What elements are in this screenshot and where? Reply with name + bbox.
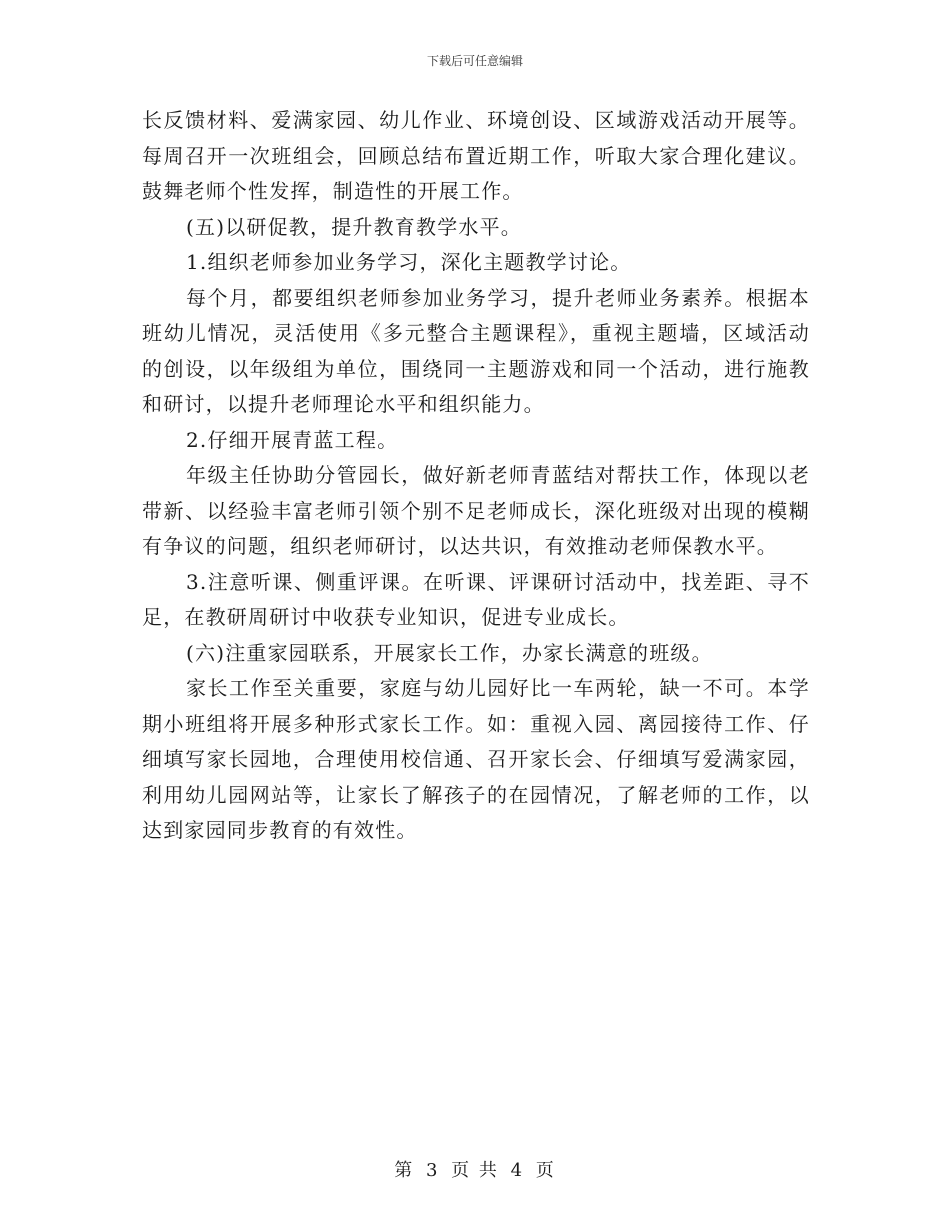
header-text: 下载后可任意编辑: [426, 54, 523, 68]
footer-prefix: 第: [394, 1160, 415, 1181]
footer-total-pages: 4: [510, 1160, 525, 1181]
paragraph-2: (五)以研促教，提升教育教学水平。: [186, 214, 523, 239]
footer-middle: 页 共: [451, 1160, 499, 1181]
document-body: [142, 103, 810, 849]
paragraph-5: 2.仔细开展青蓝工程。: [186, 427, 399, 452]
paragraph-6: 年级主任协助分管园长，做好新老师青蓝结对帮扶工作，体现以老带新、以经验丰富老师引领个别不足老师成长，深化班级对出现的模糊有争议的问题，组织老师研讨，以达共识，有效推动老师保教水平。: [142, 463, 810, 558]
paragraph-4: 每个月，都要组织老师参加业务学习，提升老师业务素养。根据本班幼儿情况，灵活使用《多元整合主题课程》，重视主题墙，区域活动的创设，以年级组为单位，围绕同一主题游戏和同一个活动，进行施教和研讨，以提升老师理论水平和组织能力。: [142, 285, 810, 416]
paragraph-3: 1.组织老师参加业务学习，深化主题教学讨论。: [186, 250, 632, 274]
footer-suffix: 页: [535, 1160, 556, 1181]
footer-current-page: 3: [425, 1160, 440, 1181]
page-header: [0, 52, 950, 69]
paragraph-7: 3.注意听课、侧重评课。在听课、评课研讨活动中，找差距、寻不足，在教研周研讨中收获专业知识，促进专业成长。: [142, 569, 810, 629]
paragraph-9: 家长工作至关重要，家庭与幼儿园好比一车两轮，缺一不可。本学期小班组将开展多种形式家长工作。如：重视入园、离园接待工作、仔细填写家长园地，合理使用校信通、召开家长会、仔细填写爱满家园，利用幼儿园网站等，让家长了解孩子的在园情况，了解老师的工作，以达到家园同步教育的有效性。: [142, 676, 810, 842]
page-footer: [0, 1156, 950, 1182]
paragraph-1: 长反馈材料、爱满家园、幼儿作业、环境创设、区域游戏活动开展等。每周召开一次班组会，回顾总结布置近期工作，听取大家合理化建议。鼓舞老师个性发挥，制造性的开展工作。: [142, 108, 810, 203]
paragraph-8: (六)注重家园联系，开展家长工作，办家长满意的班级。: [186, 640, 713, 665]
